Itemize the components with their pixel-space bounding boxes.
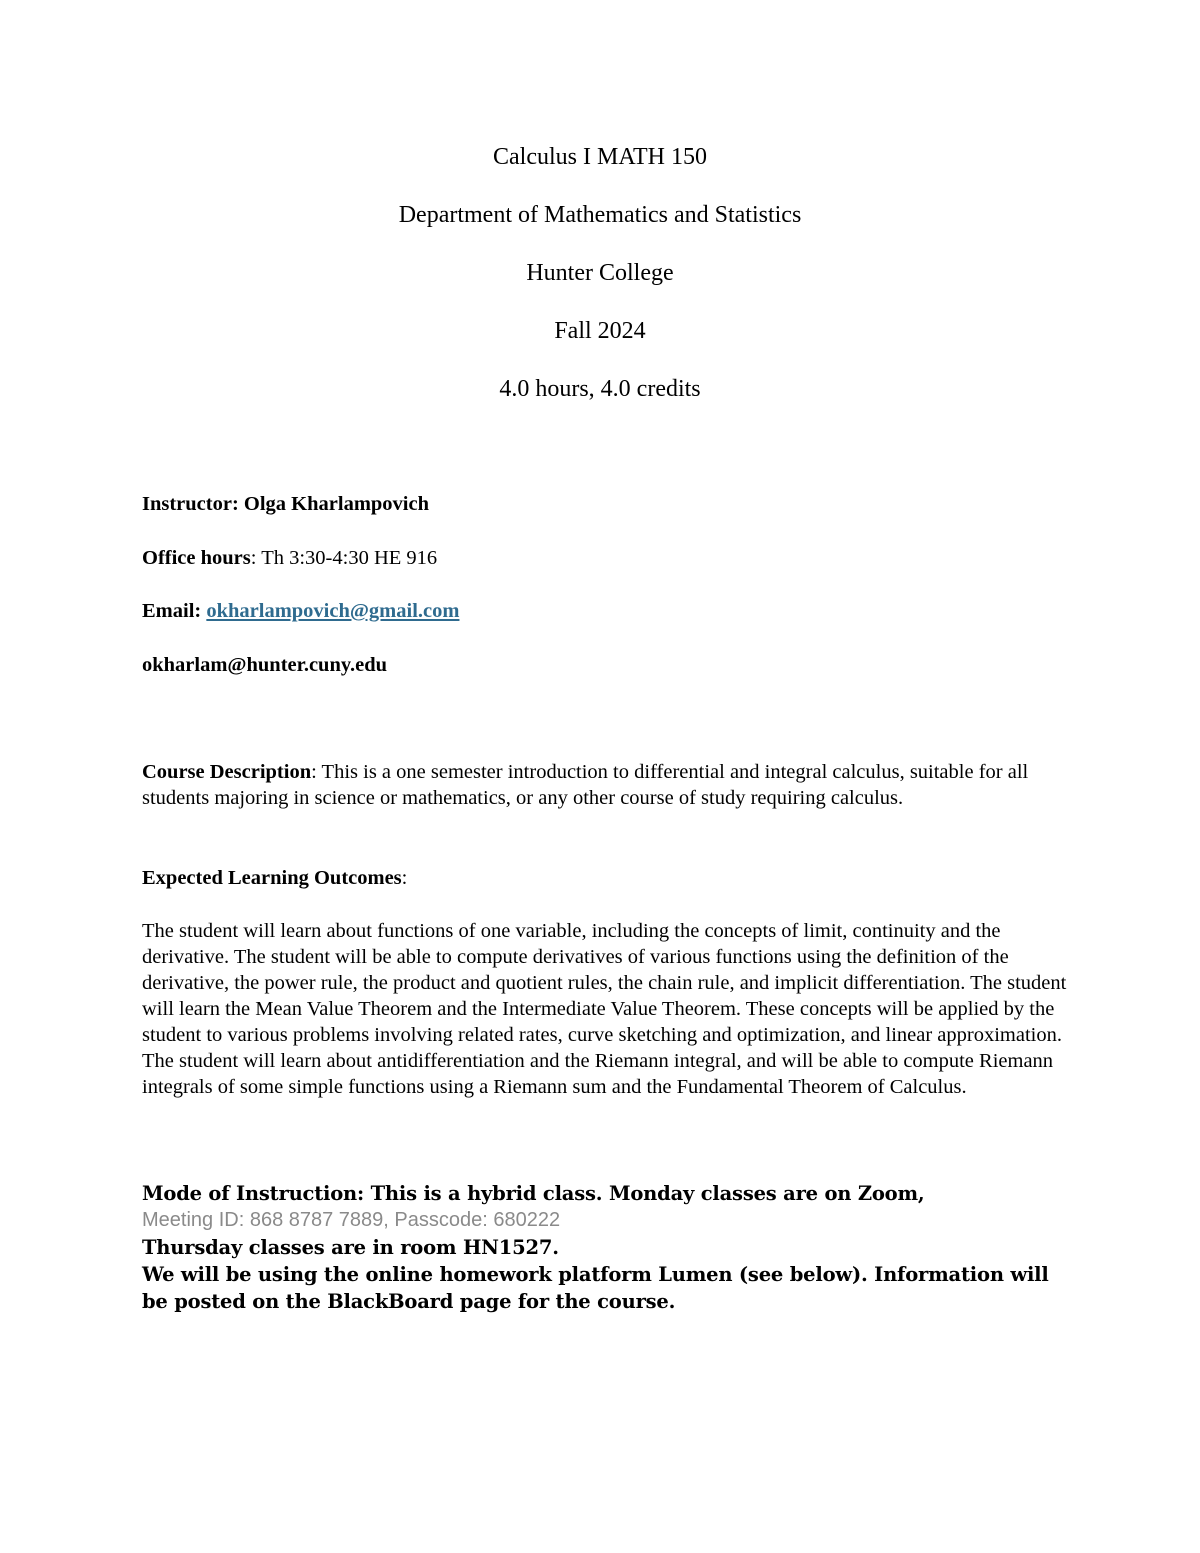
email-secondary: okharlam@hunter.cuny.edu	[142, 654, 388, 676]
learning-outcomes-label: Expected Learning Outcomes	[142, 867, 402, 889]
department-name: Department of Mathematics and Statistics	[398, 202, 802, 228]
mode-line-1-text: : This is a hybrid class. Monday classes are on Zoom,	[357, 1182, 925, 1205]
office-hours-value: : Th 3:30-4:30 HE 916	[250, 547, 438, 569]
hours-credits: 4.0 hours, 4.0 credits	[499, 376, 701, 402]
meeting-info: Meeting ID: 868 8787 7889, Passcode: 680222	[142, 1209, 561, 1231]
learning-outcomes-label-suffix: :	[401, 867, 408, 889]
course-description-text: : This is a one semester introduction to differential and integral calculus, suitable for all students majoring in science or mathematics, or any other course of study requiring calculus.	[142, 761, 1029, 809]
course-description	[142, 759, 1072, 811]
mode-line-3: Thursday classes are in room HN1527.	[142, 1236, 559, 1259]
instructor-name: Instructor: Olga Kharlampovich	[142, 493, 429, 515]
course-title: Calculus I MATH 150	[493, 144, 707, 170]
mode-line-1	[142, 1180, 1072, 1207]
learning-outcomes-heading	[142, 865, 1062, 891]
term: Fall 2024	[554, 318, 646, 344]
learning-outcomes-text: The student will learn about functions of one variable, including the concepts of limit, continuity and the derivative. The student will be able to compute derivatives of various functions using the definition of the derivative, the power rule, the product and quotient rules, the chain rule, and implicit differentiation. The student will learn the Mean Value Theorem and the Intermediate Value Theorem. These concepts will be applied by the student to various problems involving related rates, curve sketching and optimization, and linear approximation. The student will learn about antidifferentiation and the Riemann integral, and will be able to compute Riemann integrals of some simple functions using a Riemann sum and the Fundamental Theorem of Calculus.	[142, 920, 1067, 1098]
email-link[interactable]: okharlampovich@gmail.com	[206, 600, 460, 622]
office-hours-label: Office hours	[142, 547, 251, 569]
email-line	[142, 598, 1062, 624]
email-label: Email:	[142, 600, 207, 622]
office-hours	[142, 545, 1062, 571]
mode-label: Mode of Instruction	[142, 1182, 358, 1205]
mode-line-4: We will be using the online homework platform Lumen (see below). Information will be posted on the BlackBoard page for the course.	[142, 1263, 1049, 1313]
mode-of-instruction	[142, 1180, 1072, 1315]
college-name: Hunter College	[526, 260, 674, 286]
course-description-label: Course Description	[142, 761, 312, 783]
